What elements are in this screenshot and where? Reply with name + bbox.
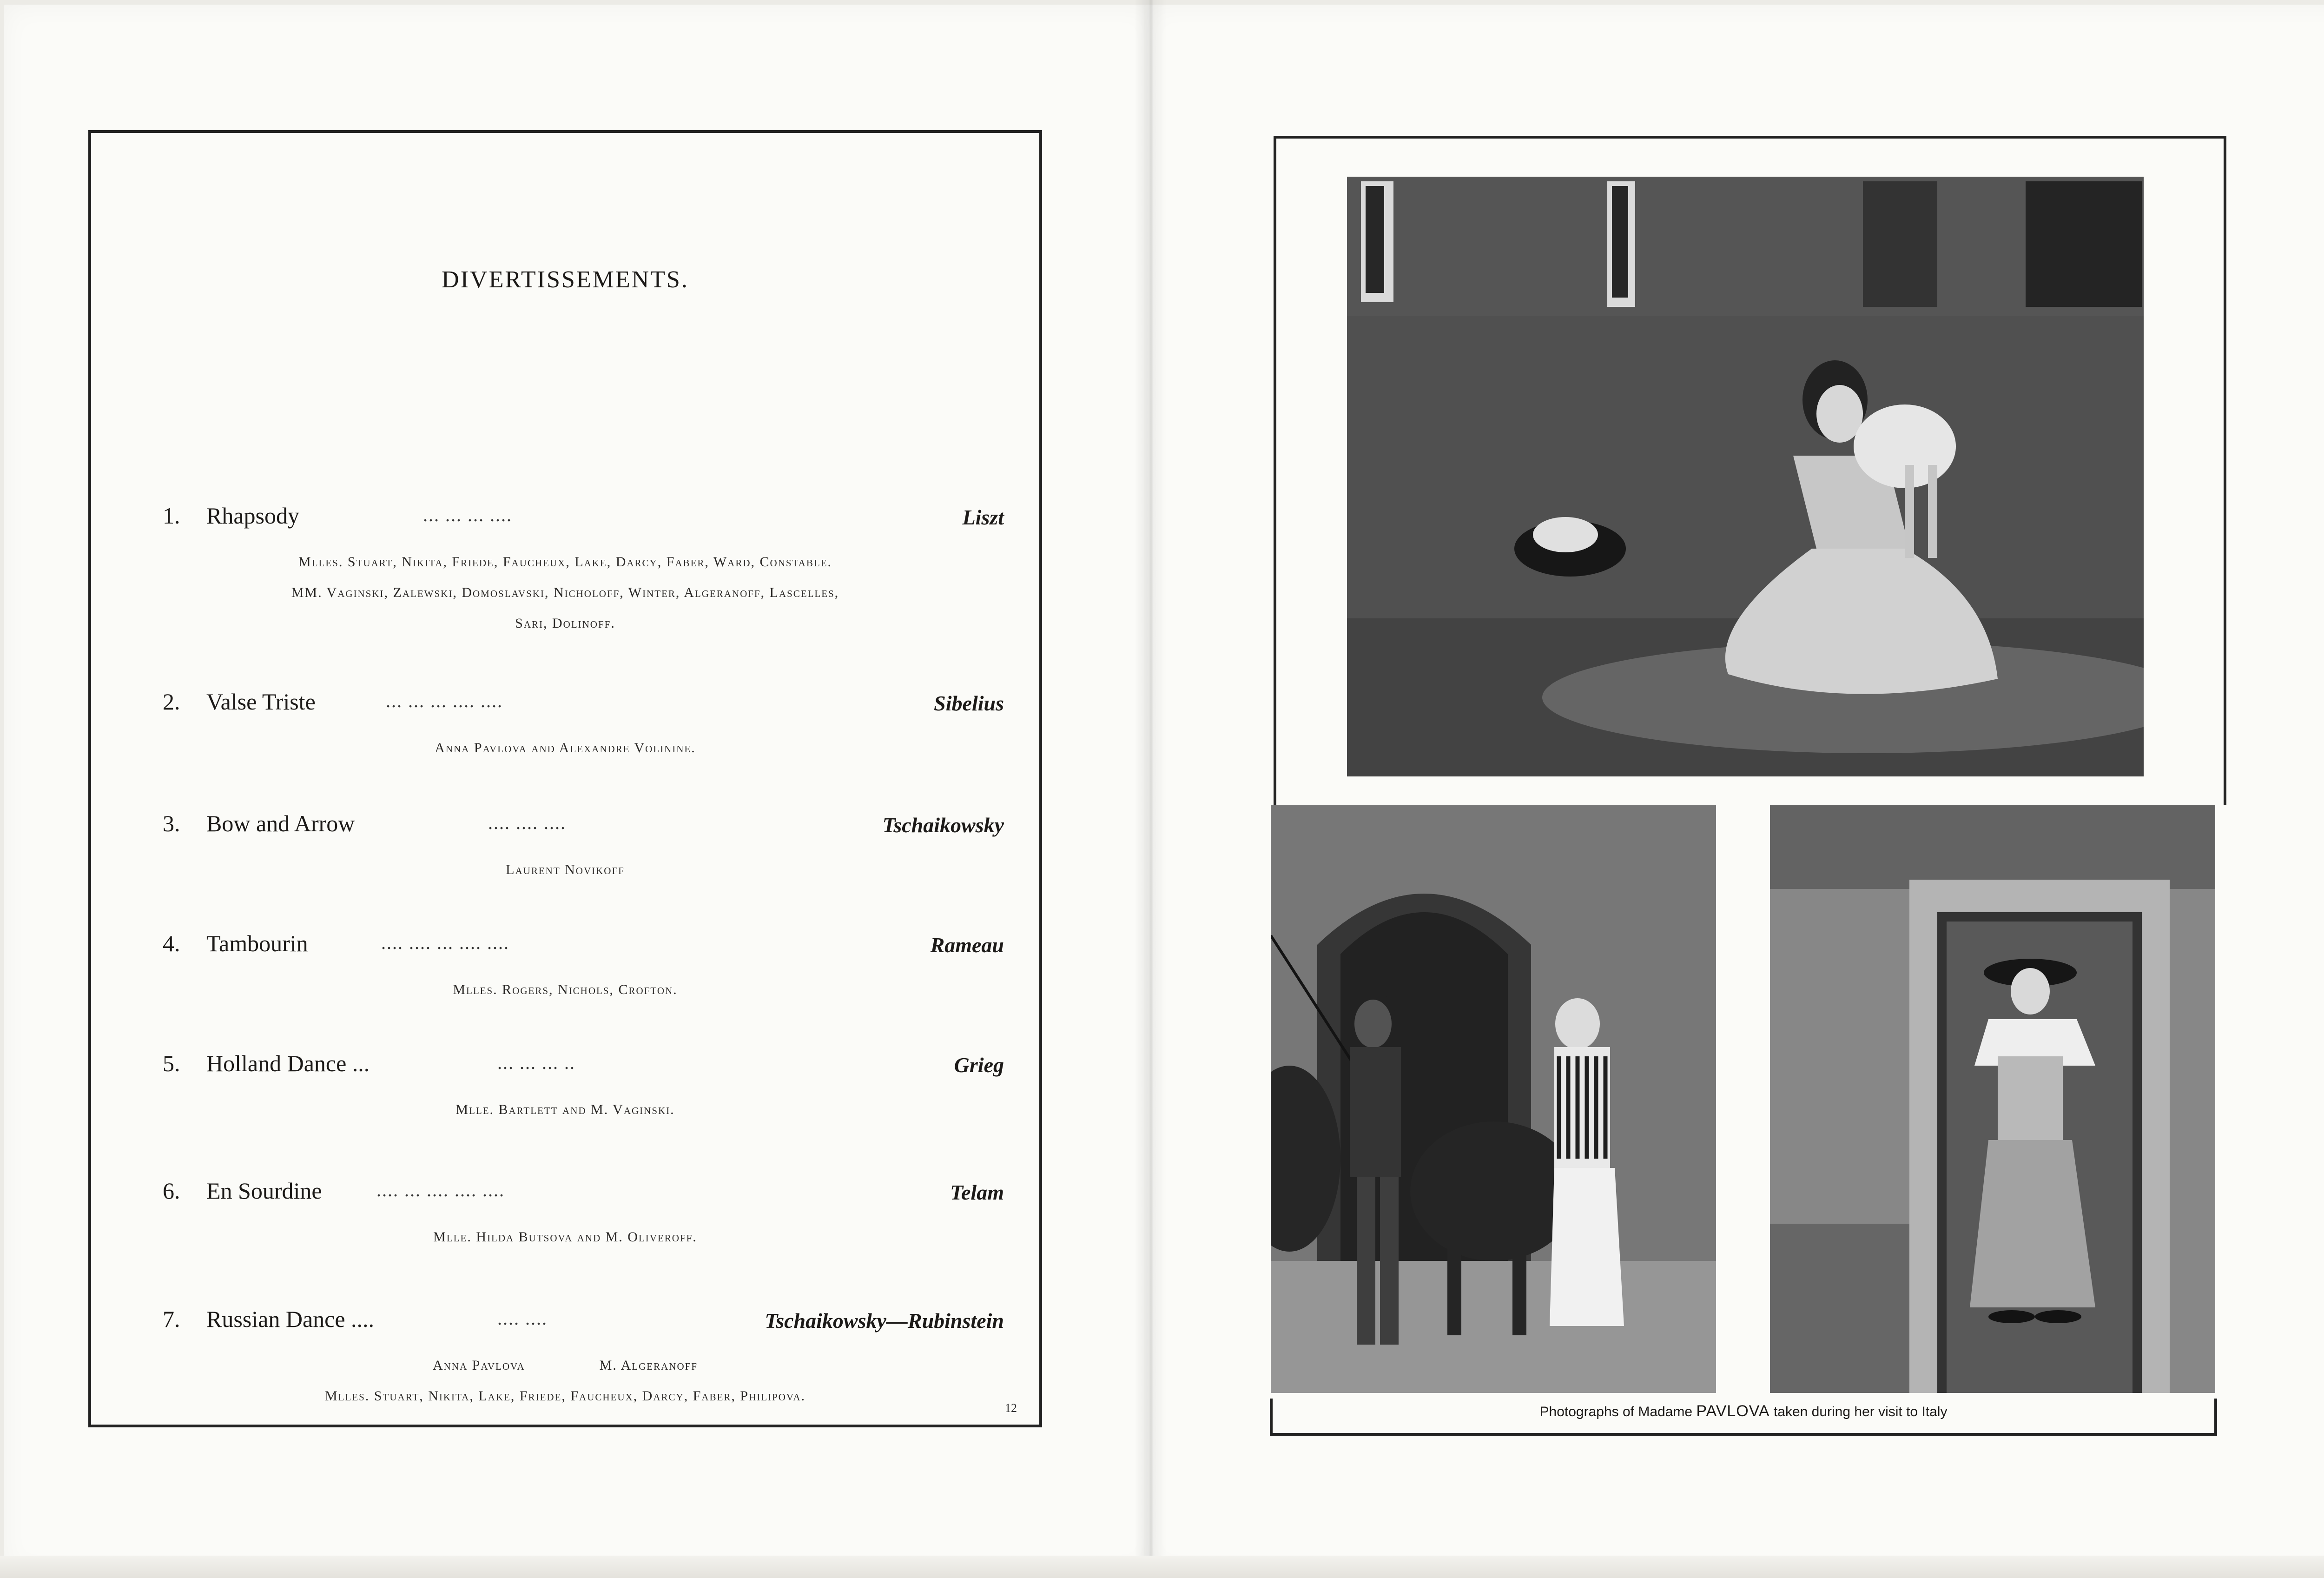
caption-suffix: taken during her visit to Italy — [1773, 1404, 1948, 1419]
item-line — [163, 1050, 1004, 1080]
item-number: 1. — [163, 503, 180, 529]
item-composer: Telam — [950, 1180, 1004, 1204]
item-composer: Rameau — [930, 933, 1004, 957]
item-cast — [142, 975, 988, 1005]
cast-line: MM. Vaginski, Zalewski, Domoslavski, Nicholoff, Winter, Algeranoff, Lascelles, — [291, 585, 839, 600]
cast-principal-2: M. Algeranoff — [599, 1358, 698, 1373]
leader-dots: ... ... ... .... .... — [386, 690, 503, 711]
item-composer: Grieg — [954, 1053, 1004, 1077]
photo-pavlova-in-doorway — [1770, 805, 2215, 1393]
leader-dots: .... .... — [497, 1308, 548, 1329]
cast-line: Mlle. Hilda Butsova and M. Oliveroff. — [433, 1229, 697, 1245]
item-title: En Sourdine — [206, 1178, 322, 1204]
item-cast — [142, 1350, 988, 1412]
item-composer: Tschaikowsky—Rubinstein — [765, 1309, 1004, 1333]
photo-dancer-with-lamb — [1347, 177, 2144, 776]
cast-line: Laurent Novikoff — [506, 862, 625, 877]
frame-bottom-rule — [88, 1425, 1042, 1427]
photo-caption — [1273, 1402, 2214, 1420]
item-number: 7. — [163, 1306, 180, 1332]
item-line — [163, 810, 1004, 840]
item-title: Tambourin — [206, 930, 308, 956]
item-cast — [142, 1094, 988, 1125]
book-gutter — [1134, 0, 1167, 1578]
programme-frame — [88, 130, 1042, 1427]
cast-line: Mlle. Bartlett and M. Vaginski. — [456, 1102, 675, 1117]
item-cast — [142, 855, 988, 885]
frame-top-rule — [88, 130, 1042, 133]
caption-name: PAVLOVA — [1696, 1402, 1770, 1420]
item-cast — [142, 733, 988, 763]
item-line — [163, 502, 1004, 532]
photo-caption-bar — [1270, 1399, 2217, 1436]
cast-line: Anna Pavlova and Alexandre Volinine. — [435, 740, 696, 756]
item-line — [163, 1177, 1004, 1207]
programme-title: DIVERTISSEMENTS. — [442, 266, 689, 293]
item-number: 2. — [163, 689, 180, 715]
item-number: 6. — [163, 1178, 180, 1204]
photo-pavlova-with-cows — [1271, 805, 1716, 1393]
cast-line: Sari, Dolinoff. — [515, 616, 615, 631]
item-cast — [142, 1222, 988, 1253]
caption-prefix: Photographs of Madame — [1539, 1404, 1693, 1419]
item-number: 3. — [163, 810, 180, 836]
leader-dots: ... ... ... .... — [423, 504, 512, 525]
item-title: Rhapsody — [206, 503, 299, 529]
item-title: Holland Dance ... — [206, 1050, 370, 1076]
page-bottom-edge — [0, 1556, 2324, 1578]
item-composer: Sibelius — [934, 691, 1004, 715]
cast-line: Mlles. Rogers, Nichols, Crofton. — [453, 982, 678, 997]
cast-line: Mlles. Stuart, Nikita, Lake, Friede, Faucheux, Darcy, Faber, Philipova. — [324, 1388, 806, 1404]
leader-dots: .... .... .... — [488, 812, 566, 833]
cast-line: Mlles. Stuart, Nikita, Friede, Faucheux, Lake, Darcy, Faber, Ward, Constable. — [298, 554, 832, 570]
leader-dots: .... .... ... .... .... — [381, 932, 509, 953]
item-number: 4. — [163, 930, 180, 956]
frame-bottom-rule — [1270, 1433, 2217, 1436]
leader-dots: ... ... ... .. — [497, 1052, 575, 1073]
leader-dots: .... ... .... .... .... — [376, 1180, 505, 1200]
frame-top-rule — [1274, 136, 2226, 139]
page-number: 12 — [1005, 1401, 1017, 1415]
item-cast — [142, 547, 988, 639]
item-composer: Tschaikowsky — [882, 813, 1004, 837]
item-composer: Liszt — [962, 505, 1004, 529]
item-title: Russian Dance .... — [206, 1306, 375, 1332]
item-title: Valse Triste — [206, 689, 316, 715]
item-line — [163, 930, 1004, 960]
item-number: 5. — [163, 1050, 180, 1076]
item-title: Bow and Arrow — [206, 810, 355, 836]
item-line — [163, 1306, 1004, 1335]
item-line — [163, 688, 1004, 718]
cast-principal-1: Anna Pavlova — [433, 1358, 525, 1373]
cast-line-principals — [142, 1350, 988, 1381]
